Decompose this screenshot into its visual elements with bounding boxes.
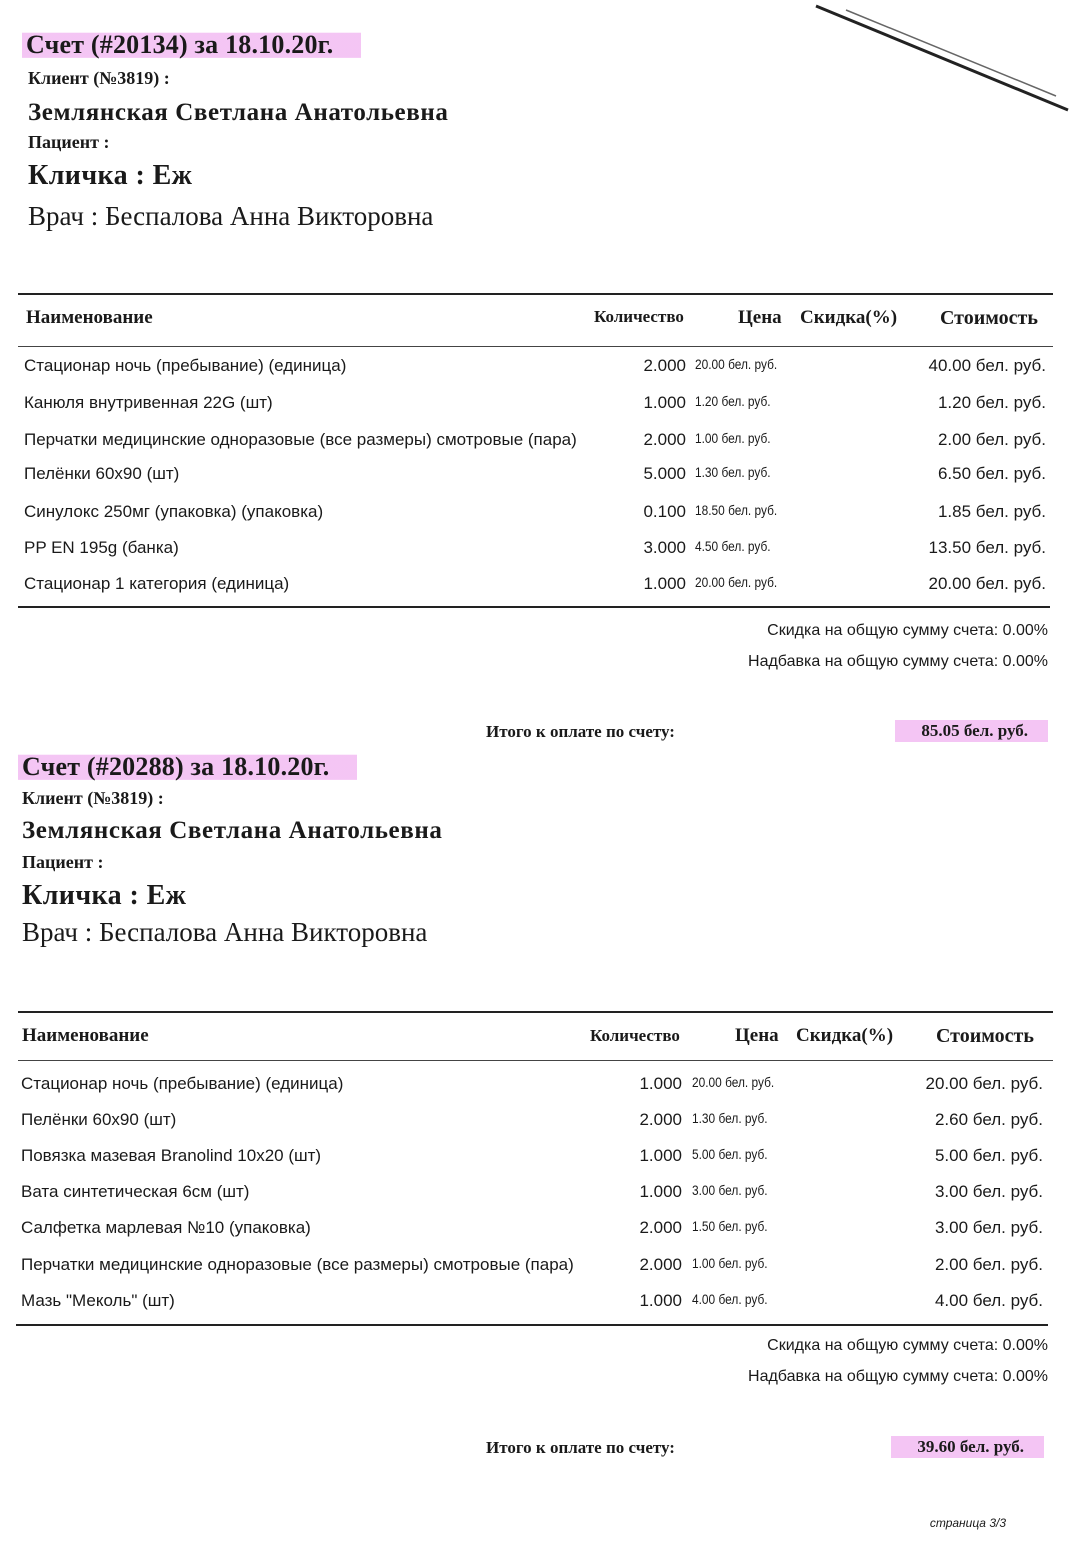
page-number: страница 3/3 (929, 1516, 1006, 1530)
item-name: Стационар ночь (пребывание) (единица) (24, 356, 347, 375)
item-qty: 1.000 (639, 1074, 682, 1093)
table-row (0, 464, 1086, 494)
item-qty: 1.000 (643, 574, 686, 593)
header-cost: Стоимость (936, 1025, 1034, 1047)
total-label: Итого к оплате по счету: (486, 1438, 675, 1457)
item-price: 1.20 бел. руб. (695, 393, 771, 409)
pet-name: Кличка : Еж (28, 160, 193, 191)
item-price: 3.00 бел. руб. (692, 1182, 768, 1198)
item-qty: 1.000 (643, 393, 686, 412)
table-bottom-rule (16, 1324, 1048, 1326)
item-qty: 1.000 (639, 1182, 682, 1201)
table-row (0, 538, 1086, 568)
table-bottom-rule (18, 606, 1050, 608)
table-top-rule (18, 1011, 1053, 1013)
client-label: Клиент (№3819) : (28, 68, 170, 88)
patient-label: Пациент : (22, 852, 104, 872)
pet-name: Кличка : Еж (22, 880, 187, 911)
item-qty: 2.000 (639, 1255, 682, 1274)
item-qty: 2.000 (643, 356, 686, 375)
item-qty: 2.000 (639, 1218, 682, 1237)
item-price: 1.30 бел. руб. (692, 1110, 768, 1126)
table-row (0, 393, 1086, 423)
table-row (0, 430, 1086, 460)
table-row (0, 1291, 1086, 1321)
item-cost: 6.50 бел. руб. (937, 464, 1046, 483)
item-qty: 2.000 (643, 430, 686, 449)
table-row (0, 1146, 1086, 1176)
table-top-rule (18, 293, 1053, 295)
client-label: Клиент (№3819) : (22, 788, 164, 808)
markup-total: Надбавка на общую сумму счета: 0.00% (748, 1368, 1048, 1385)
item-price: 1.30 бел. руб. (695, 464, 771, 480)
client-name: Землянская Светлана Анатольевна (28, 99, 449, 126)
item-price: 1.00 бел. руб. (695, 430, 771, 446)
item-qty: 5.000 (643, 464, 686, 483)
item-name: Салфетка марлевая №10 (упаковка) (21, 1218, 311, 1237)
discount-total: Скидка на общую сумму счета: 0.00% (767, 1337, 1048, 1354)
header-discount: Скидка(%) (800, 307, 898, 328)
table-row (0, 574, 1086, 604)
patient-label: Пациент : (28, 132, 110, 152)
header-price: Цена (738, 307, 782, 328)
invoice-title: Счет (#20288) за 18.10.20г. (18, 752, 357, 782)
item-cost: 13.50 бел. руб. (928, 538, 1046, 557)
header-rule (18, 1060, 1053, 1061)
item-name: PP EN 195g (банка) (24, 538, 179, 557)
item-name: Стационар ночь (пребывание) (единица) (21, 1074, 344, 1093)
item-name: Мазь "Меколь" (шт) (21, 1291, 175, 1310)
invoice-title: Счет (#20134) за 18.10.20г. (22, 30, 361, 60)
markup-total: Надбавка на общую сумму счета: 0.00% (748, 653, 1048, 670)
item-cost: 3.00 бел. руб. (934, 1182, 1043, 1201)
item-cost: 2.00 бел. руб. (934, 1255, 1043, 1274)
table-row (0, 356, 1086, 386)
item-cost: 3.00 бел. руб. (934, 1218, 1043, 1237)
item-name: Вата синтетическая 6см (шт) (21, 1182, 250, 1201)
item-qty: 1.000 (639, 1291, 682, 1310)
client-name: Землянская Светлана Анатольевна (22, 817, 443, 844)
table-row (0, 1074, 1086, 1104)
item-name: Стационар 1 категория (единица) (24, 574, 290, 593)
doctor-name: Врач : Беспалова Анна Викторовна (28, 201, 434, 231)
item-cost: 20.00 бел. руб. (925, 1074, 1043, 1093)
item-name: Канюля внутривенная 22G (шт) (24, 393, 273, 412)
header-qty: Количество (590, 1026, 680, 1045)
item-cost: 1.85 бел. руб. (937, 502, 1046, 521)
item-qty: 2.000 (639, 1110, 682, 1129)
folded-corner (806, 0, 1086, 115)
doctor-name: Врач : Беспалова Анна Викторовна (22, 917, 428, 947)
discount-total: Скидка на общую сумму счета: 0.00% (767, 622, 1048, 639)
total-label: Итого к оплате по счету: (486, 722, 675, 741)
total-value: 39.60 бел. руб. (891, 1436, 1044, 1458)
header-cost: Стоимость (940, 307, 1038, 329)
item-cost: 5.00 бел. руб. (934, 1146, 1043, 1165)
item-price: 20.00 бел. руб. (695, 574, 778, 590)
item-name: Перчатки медицинские одноразовые (все размеры) смотровые (пара) (24, 430, 577, 449)
item-price: 1.50 бел. руб. (692, 1218, 768, 1234)
header-qty: Количество (594, 307, 684, 326)
item-cost: 40.00 бел. руб. (928, 356, 1046, 375)
item-qty: 1.000 (639, 1146, 682, 1165)
header-price: Цена (735, 1025, 779, 1046)
header-discount: Скидка(%) (796, 1025, 894, 1046)
item-name: Пелёнки 60х90 (шт) (21, 1110, 177, 1129)
item-price: 4.50 бел. руб. (695, 538, 771, 554)
item-name: Синулокс 250мг (упаковка) (упаковка) (24, 502, 324, 521)
item-cost: 2.60 бел. руб. (934, 1110, 1043, 1129)
item-price: 4.00 бел. руб. (692, 1291, 768, 1307)
item-cost: 2.00 бел. руб. (937, 430, 1046, 449)
item-name: Пелёнки 60х90 (шт) (24, 464, 180, 483)
table-row (0, 502, 1086, 532)
table-row (0, 1182, 1086, 1212)
item-price: 1.00 бел. руб. (692, 1255, 768, 1271)
header-name: Наименование (22, 1025, 149, 1046)
item-cost: 4.00 бел. руб. (934, 1291, 1043, 1310)
table-row (0, 1255, 1086, 1285)
table-row (0, 1218, 1086, 1248)
total-value: 85.05 бел. руб. (895, 720, 1048, 742)
header-rule (18, 346, 1053, 347)
item-qty: 3.000 (643, 538, 686, 557)
item-price: 5.00 бел. руб. (692, 1146, 768, 1162)
item-qty: 0.100 (643, 502, 686, 521)
table-row (0, 1110, 1086, 1140)
item-name: Перчатки медицинские одноразовые (все размеры) смотровые (пара) (21, 1255, 574, 1274)
item-price: 18.50 бел. руб. (695, 502, 778, 518)
item-cost: 1.20 бел. руб. (937, 393, 1046, 412)
item-price: 20.00 бел. руб. (692, 1074, 775, 1090)
header-name: Наименование (26, 307, 153, 328)
item-price: 20.00 бел. руб. (695, 356, 778, 372)
item-cost: 20.00 бел. руб. (928, 574, 1046, 593)
item-name: Повязка мазевая Branolind 10х20 (шт) (21, 1146, 322, 1165)
